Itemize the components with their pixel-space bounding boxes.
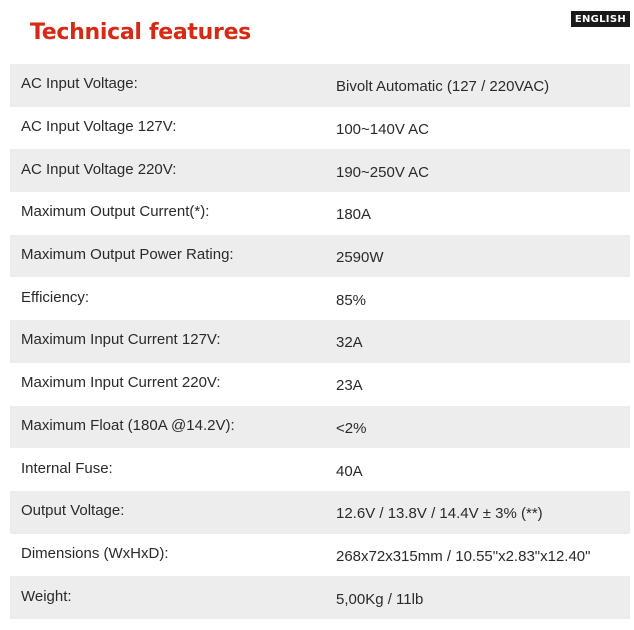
spec-row	[10, 448, 630, 491]
spec-label: Efficiency:	[21, 288, 90, 306]
spec-row	[10, 192, 630, 235]
spec-value: 5,00Kg / 11lb	[336, 590, 424, 608]
spec-value: <2%	[336, 419, 367, 437]
spec-row	[10, 149, 630, 192]
spec-value: 85%	[336, 291, 367, 309]
spec-table	[10, 64, 630, 619]
spec-row	[10, 534, 630, 577]
spec-value: 32A	[336, 334, 363, 352]
spec-label: Maximum Float (180A @14.2V):	[21, 416, 235, 434]
spec-value: 100~140V AC	[336, 121, 429, 139]
spec-label: Output Voltage:	[21, 502, 125, 520]
spec-label: AC Input Voltage 220V:	[21, 160, 177, 178]
spec-label: Internal Fuse:	[21, 459, 113, 477]
spec-value: 40A	[336, 462, 363, 480]
spec-label: Maximum Output Power Rating:	[21, 246, 234, 264]
spec-label: Weight:	[21, 587, 72, 605]
spec-value: 268x72x315mm / 10.55"x2.83"x12.40"	[336, 547, 591, 565]
spec-value: 23A	[336, 377, 363, 395]
spec-row	[10, 107, 630, 150]
spec-row	[10, 320, 630, 363]
spec-value: 2590W	[336, 249, 384, 267]
spec-row	[10, 64, 630, 107]
spec-row	[10, 491, 630, 534]
spec-label: Maximum Input Current 220V:	[21, 374, 221, 392]
spec-row	[10, 363, 630, 406]
spec-value: 12.6V / 13.8V / 14.4V ± 3% (**)	[336, 505, 543, 523]
spec-label: Maximum Input Current 127V:	[21, 331, 221, 349]
page-title: Technical features	[30, 20, 251, 45]
language-badge: ENGLISH	[571, 11, 630, 27]
spec-value: 190~250V AC	[336, 163, 429, 181]
spec-label: AC Input Voltage:	[21, 75, 138, 93]
spec-row	[10, 576, 630, 619]
spec-label: AC Input Voltage 127V:	[21, 118, 177, 136]
spec-row	[10, 406, 630, 449]
spec-label: Maximum Output Current(*):	[21, 203, 210, 221]
spec-label: Dimensions (WxHxD):	[21, 544, 169, 562]
spec-row	[10, 277, 630, 320]
spec-row	[10, 235, 630, 278]
spec-value: Bivolt Automatic (127 / 220VAC)	[336, 78, 550, 96]
spec-value: 180A	[336, 206, 372, 224]
